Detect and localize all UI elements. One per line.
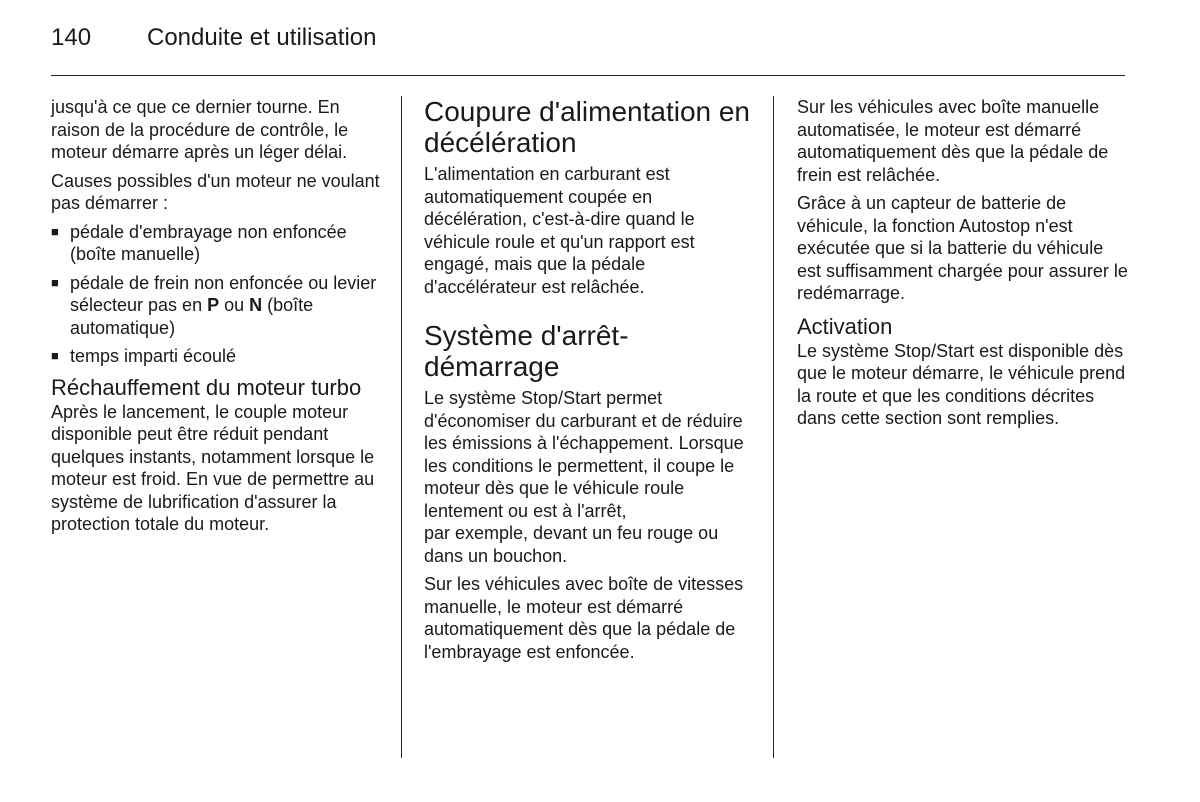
section-heading: Coupure d'alimentation en décélération (424, 96, 751, 158)
list-item-text: pédale de frein non enfoncée ou levier sélecteur pas en P ou N (boîte automatique) (70, 272, 377, 338)
gear-position-n: N (249, 295, 263, 315)
paragraph: jusqu'à ce que ce dernier tourne. En raison de la procédure de contrôle, le moteur démarre après un léger délai. (51, 97, 349, 162)
gear-position-p: P (207, 295, 220, 315)
bullet-icon: ■ (51, 348, 59, 363)
paragraph: Grâce à un capteur de batterie de véhicule, la fonction Autostop n'est exécutée que si la batterie du véhicule est suffisamment chargée pour assurer le redémarrage. (797, 193, 1128, 303)
column-3 (797, 96, 1132, 436)
list-item (51, 221, 386, 266)
paragraph: Après le lancement, le couple moteur disponible peut être réduit pendant quelques instants, notamment lorsque le moteur est froid. En vue de permettre au système de lubrification d'assurer la protection totale du moteur. (51, 401, 375, 534)
column-divider-2 (773, 96, 774, 758)
column-divider-1 (401, 96, 402, 758)
section-title: Conduite et utilisation (147, 24, 377, 51)
header-rule (51, 75, 1125, 76)
section-heading: Système d'arrêt-démarrage (424, 320, 629, 382)
list-item-text: pédale d'embrayage non enfoncée (boîte manuelle) (70, 221, 347, 264)
column-1 (51, 96, 386, 542)
list-item-text: temps imparti écoulé (70, 346, 237, 366)
list-item (51, 345, 386, 368)
page-number: 140 (51, 24, 92, 51)
bullet-icon: ■ (51, 274, 59, 290)
column-2 (424, 96, 759, 669)
paragraph: Sur les véhicules avec boîte manuelle automatisée, le moteur est démarré automatiquement dès que la pédale de frein est relâchée. (797, 97, 1109, 185)
subheading: Activation (797, 313, 893, 339)
list-item (51, 272, 386, 340)
paragraph: Causes possibles d'un moteur ne voulant pas démarrer : (51, 170, 380, 213)
paragraph: Sur les véhicules avec boîte de vitesses manuelle, le moteur est démarré automatiquement dès que la pédale de l'embrayage est enfoncée. (424, 574, 744, 662)
page-header (51, 24, 376, 52)
paragraph: Le système Stop/Start est disponible dès que le moteur démarre, le véhicule prend la route et que les conditions décrites dans cette section sont remplies. (797, 340, 1126, 428)
paragraph: L'alimentation en carburant est automatiquement coupée en décélération, c'est-à-dire quand le véhicule roule et qu'un rapport est engagé, mais que la pédale d'accélérateur est relâchée. (424, 164, 695, 297)
bullet-icon: ■ (51, 223, 59, 239)
subheading: Réchauffement du moteur turbo (51, 374, 362, 400)
paragraph: Le système Stop/Start permet d'économiser du carburant et de réduire les émissions à l'échappement. Lorsque les conditions le permettent, il coupe le moteur dès que le véhicule roule lentement ou est à l'arrêt, par exemple, devant un feu rouge ou dans un bouchon. (424, 388, 744, 566)
